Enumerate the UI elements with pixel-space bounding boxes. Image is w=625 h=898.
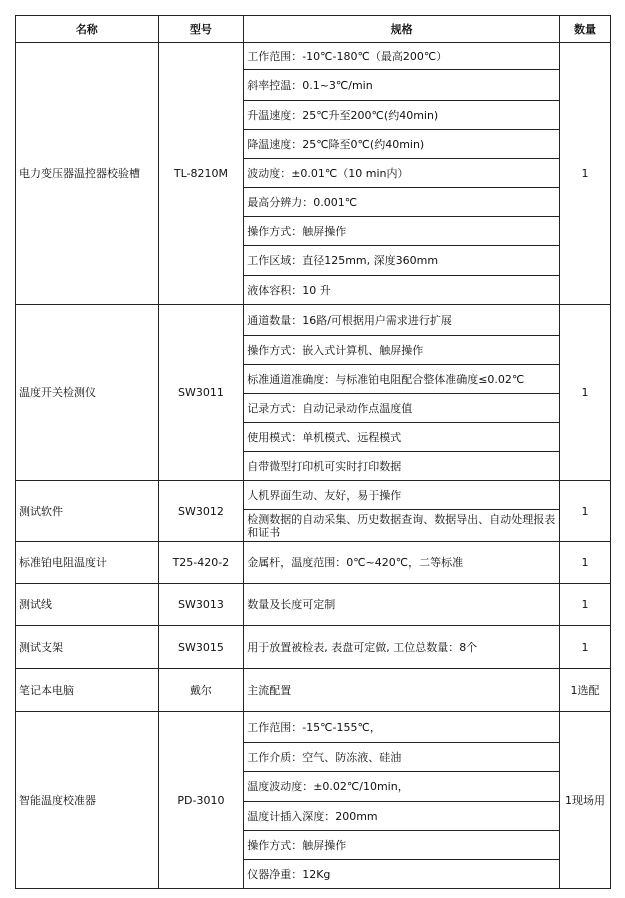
spec-line: 最高分辨力：0.001℃ <box>244 188 560 217</box>
spec-line: 用于放置被检表, 表盘可定做, 工位总数量：8个 <box>244 626 560 669</box>
table-row <box>16 669 611 712</box>
spec-line: 记录方式：自动记录动作点温度值 <box>244 394 560 423</box>
item-qty: 1选配 <box>560 669 611 712</box>
spec-line: 使用模式：单机模式、远程模式 <box>244 423 560 452</box>
item-model: SW3011 <box>158 305 244 481</box>
spec-line: 操作方式：嵌入式计算机、触屏操作 <box>244 336 560 365</box>
item-name: 测试软件 <box>16 481 159 542</box>
spec-line: 标准通道准确度：与标准铂电阻配合整体准确度≤0.02℃ <box>244 365 560 394</box>
spec-line: 升温速度：25℃升至200℃(约40min) <box>244 101 560 130</box>
item-name: 温度开关检测仪 <box>16 305 159 481</box>
item-qty: 1 <box>560 584 611 626</box>
spec-line: 操作方式：触屏操作 <box>244 217 560 246</box>
item-name: 标准铂电阻温度计 <box>16 542 159 584</box>
item-qty: 1 <box>560 305 611 481</box>
item-name: 测试线 <box>16 584 159 626</box>
spec-line: 主流配置 <box>244 669 560 712</box>
spec-line: 波动度：±0.01℃（10 min内） <box>244 159 560 188</box>
equipment-table <box>15 15 611 889</box>
spec-line: 金属杆，温度范围：0℃~420℃，二等标准 <box>244 542 560 584</box>
item-qty: 1 <box>560 626 611 669</box>
spec-line: 工作范围：-15℃-155℃， <box>244 712 560 743</box>
spec-line: 工作介质：空气、防冻液、硅油 <box>244 743 560 772</box>
spec-line: 工作范围：-10℃-180℃（最高200℃） <box>244 43 560 70</box>
spec-line: 自带微型打印机可实时打印数据 <box>244 452 560 481</box>
item-model: SW3012 <box>158 481 244 542</box>
item-qty: 1 <box>560 481 611 542</box>
spec-line: 数量及长度可定制 <box>244 584 560 626</box>
item-name: 测试支架 <box>16 626 159 669</box>
item-model: TL-8210M <box>158 43 244 305</box>
spec-line: 仪器净重：12Kg <box>244 860 560 889</box>
spec-line: 人机界面生动、友好，易于操作 <box>244 481 560 510</box>
header-spec: 规格 <box>244 16 560 43</box>
item-qty: 1 <box>560 542 611 584</box>
table-row <box>16 584 611 626</box>
item-qty: 1 <box>560 43 611 305</box>
table-row <box>16 481 611 510</box>
item-name: 智能温度校准器 <box>16 712 159 889</box>
item-name: 笔记本电脑 <box>16 669 159 712</box>
spec-line: 检测数据的自动采集、历史数据查询、数据导出、自动处理报表和证书 <box>244 510 560 542</box>
item-qty: 1现场用 <box>560 712 611 889</box>
spec-line: 斜率控温：0.1~3℃/min <box>244 70 560 101</box>
table-row <box>16 626 611 669</box>
table-row <box>16 712 611 743</box>
header-model: 型号 <box>158 16 244 43</box>
item-model: PD-3010 <box>158 712 244 889</box>
header-row <box>16 16 611 43</box>
item-model: SW3013 <box>158 584 244 626</box>
spec-line: 温度波动度：±0.02℃/10min， <box>244 772 560 802</box>
spec-line: 工作区域：直径125mm, 深度360mm <box>244 246 560 276</box>
table-row <box>16 43 611 70</box>
spec-line: 操作方式：触屏操作 <box>244 831 560 860</box>
item-model: 戴尔 <box>158 669 244 712</box>
item-model: SW3015 <box>158 626 244 669</box>
header-name: 名称 <box>16 16 159 43</box>
table-row <box>16 542 611 584</box>
table-row <box>16 305 611 336</box>
spec-line: 温度计插入深度：200mm <box>244 802 560 831</box>
spec-line: 液体容积：10 升 <box>244 276 560 305</box>
header-qty: 数量 <box>560 16 611 43</box>
spec-line: 降温速度：25℃降至0℃(约40min) <box>244 130 560 159</box>
item-name: 电力变压器温控器校验槽 <box>16 43 159 305</box>
item-model: T25-420-2 <box>158 542 244 584</box>
spec-line: 通道数量：16路/可根据用户需求进行扩展 <box>244 305 560 336</box>
